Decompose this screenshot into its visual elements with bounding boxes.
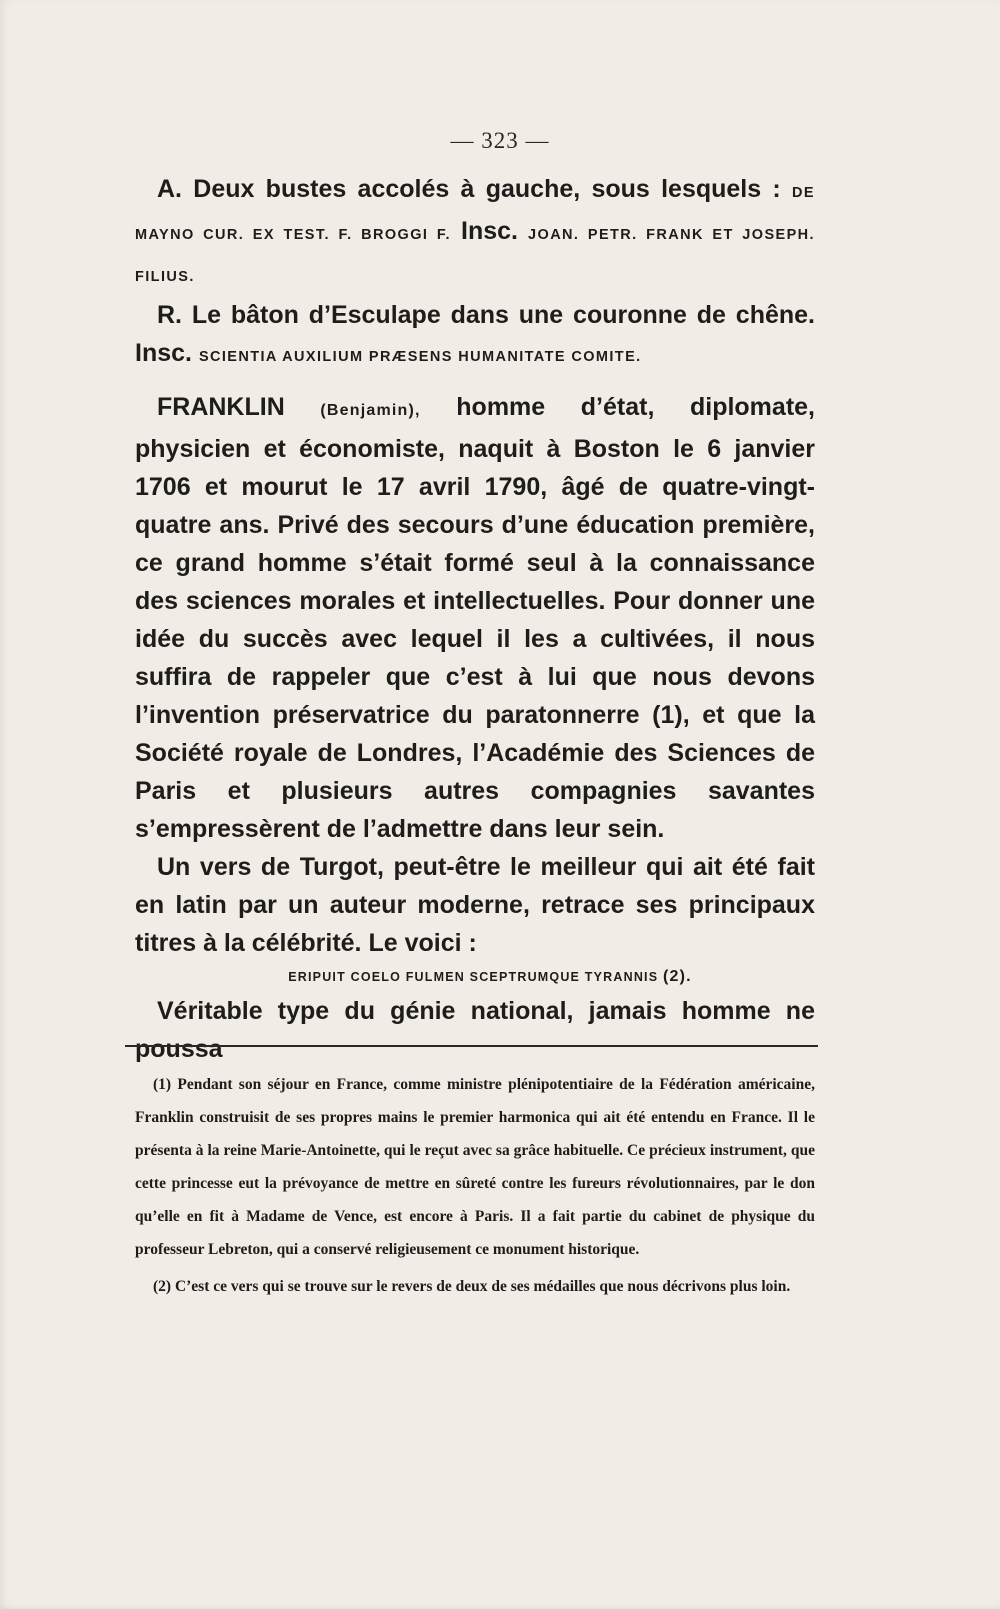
latin-verse-note: (2). — [662, 968, 692, 985]
footnote-1: (1) Pendant son séjour en France, comme ministre plénipotentiaire de la Fédération américaine, Franklin construisit de ses propres mains le premier harmonica qui ait été entendu en France. Il le présenta à la reine Marie-Antoinette, qui le reçut avec sa grâce habituelle. Ce précieux instrument, que cette princesse eut la prévoyance de mettre en sûreté contre les fureurs révolutionnaires, par le don qu’elle en fit à Madame de Vence, est encore à Paris. Il a fait partie du cabinet de physique du professeur Lebreton, qui a conservé religieusement ce monument historique. — [135, 1076, 815, 1258]
obverse-caps: DE MAYNO CUR. EX TEST. F. BROGGI F. — [135, 185, 815, 243]
reverse-inscription: SCIENTIA AUXILIUM PRÆSENS HUMANITATE COMITE. — [198, 349, 642, 365]
franklin-name: FRANKLIN — [157, 393, 285, 421]
main-text — [135, 170, 815, 1068]
footnotes — [135, 1068, 815, 1303]
closing-line: Véritable type du génie national, jamais homme ne poussa — [135, 997, 815, 1063]
page-number: — 323 — — [450, 128, 550, 153]
franklin-paragraph — [135, 388, 815, 848]
obverse-lead: A. Deux bustes accolés à gauche, sous lesquels : — [157, 175, 781, 203]
franklin-body: homme d’état, diplomate, physicien et économiste, naquit à Boston le 6 janvier 1706 et mourut le 17 avril 1790, âgé de quatre-vingt-quatre ans. Privé des secours d’une éducation première, ce grand homme s’était formé seul à la connaissance des sciences morales et intellectuelles. Pour donner une idée du succès avec lequel il les a cultivées, il nous suffira de rappeler que c’est à lui que nous devons l’invention préservatrice du paratonnerre (1), et que la Société royale de Londres, l’Académie des Sciences de Paris et plusieurs autres compagnies savantes s’empressèrent de l’admettre dans leur sein. — [135, 393, 815, 843]
obverse-description — [135, 170, 815, 296]
obverse-inscription: JOAN. PETR. FRANK ET JOSEPH. FILIUS. — [135, 227, 815, 285]
latin-verse-text: ERIPUIT COELO FULMEN SCEPTRUMQUE TYRANNIS — [288, 970, 659, 984]
reverse-description — [135, 296, 815, 376]
obverse-insc-label: Insc. — [461, 217, 518, 245]
reverse-lead: R. Le bâton d’Esculape dans une couronne de chêne. — [157, 301, 815, 329]
turgot-paragraph: Un vers de Turgot, peut-être le meilleur qui ait été fait en latin par un auteur moderne, retrace ses principaux titres à la célébrité. Le voici : — [135, 853, 815, 957]
footnote-2: (2) C’est ce vers qui se trouve sur le revers de deux de ses médailles que nous décrivons plus loin. — [153, 1278, 791, 1295]
latin-verse — [135, 962, 815, 992]
franklin-first-name: (Benjamin), — [320, 402, 421, 419]
footnote-divider — [125, 1045, 818, 1047]
reverse-insc-label: Insc. — [135, 339, 192, 367]
